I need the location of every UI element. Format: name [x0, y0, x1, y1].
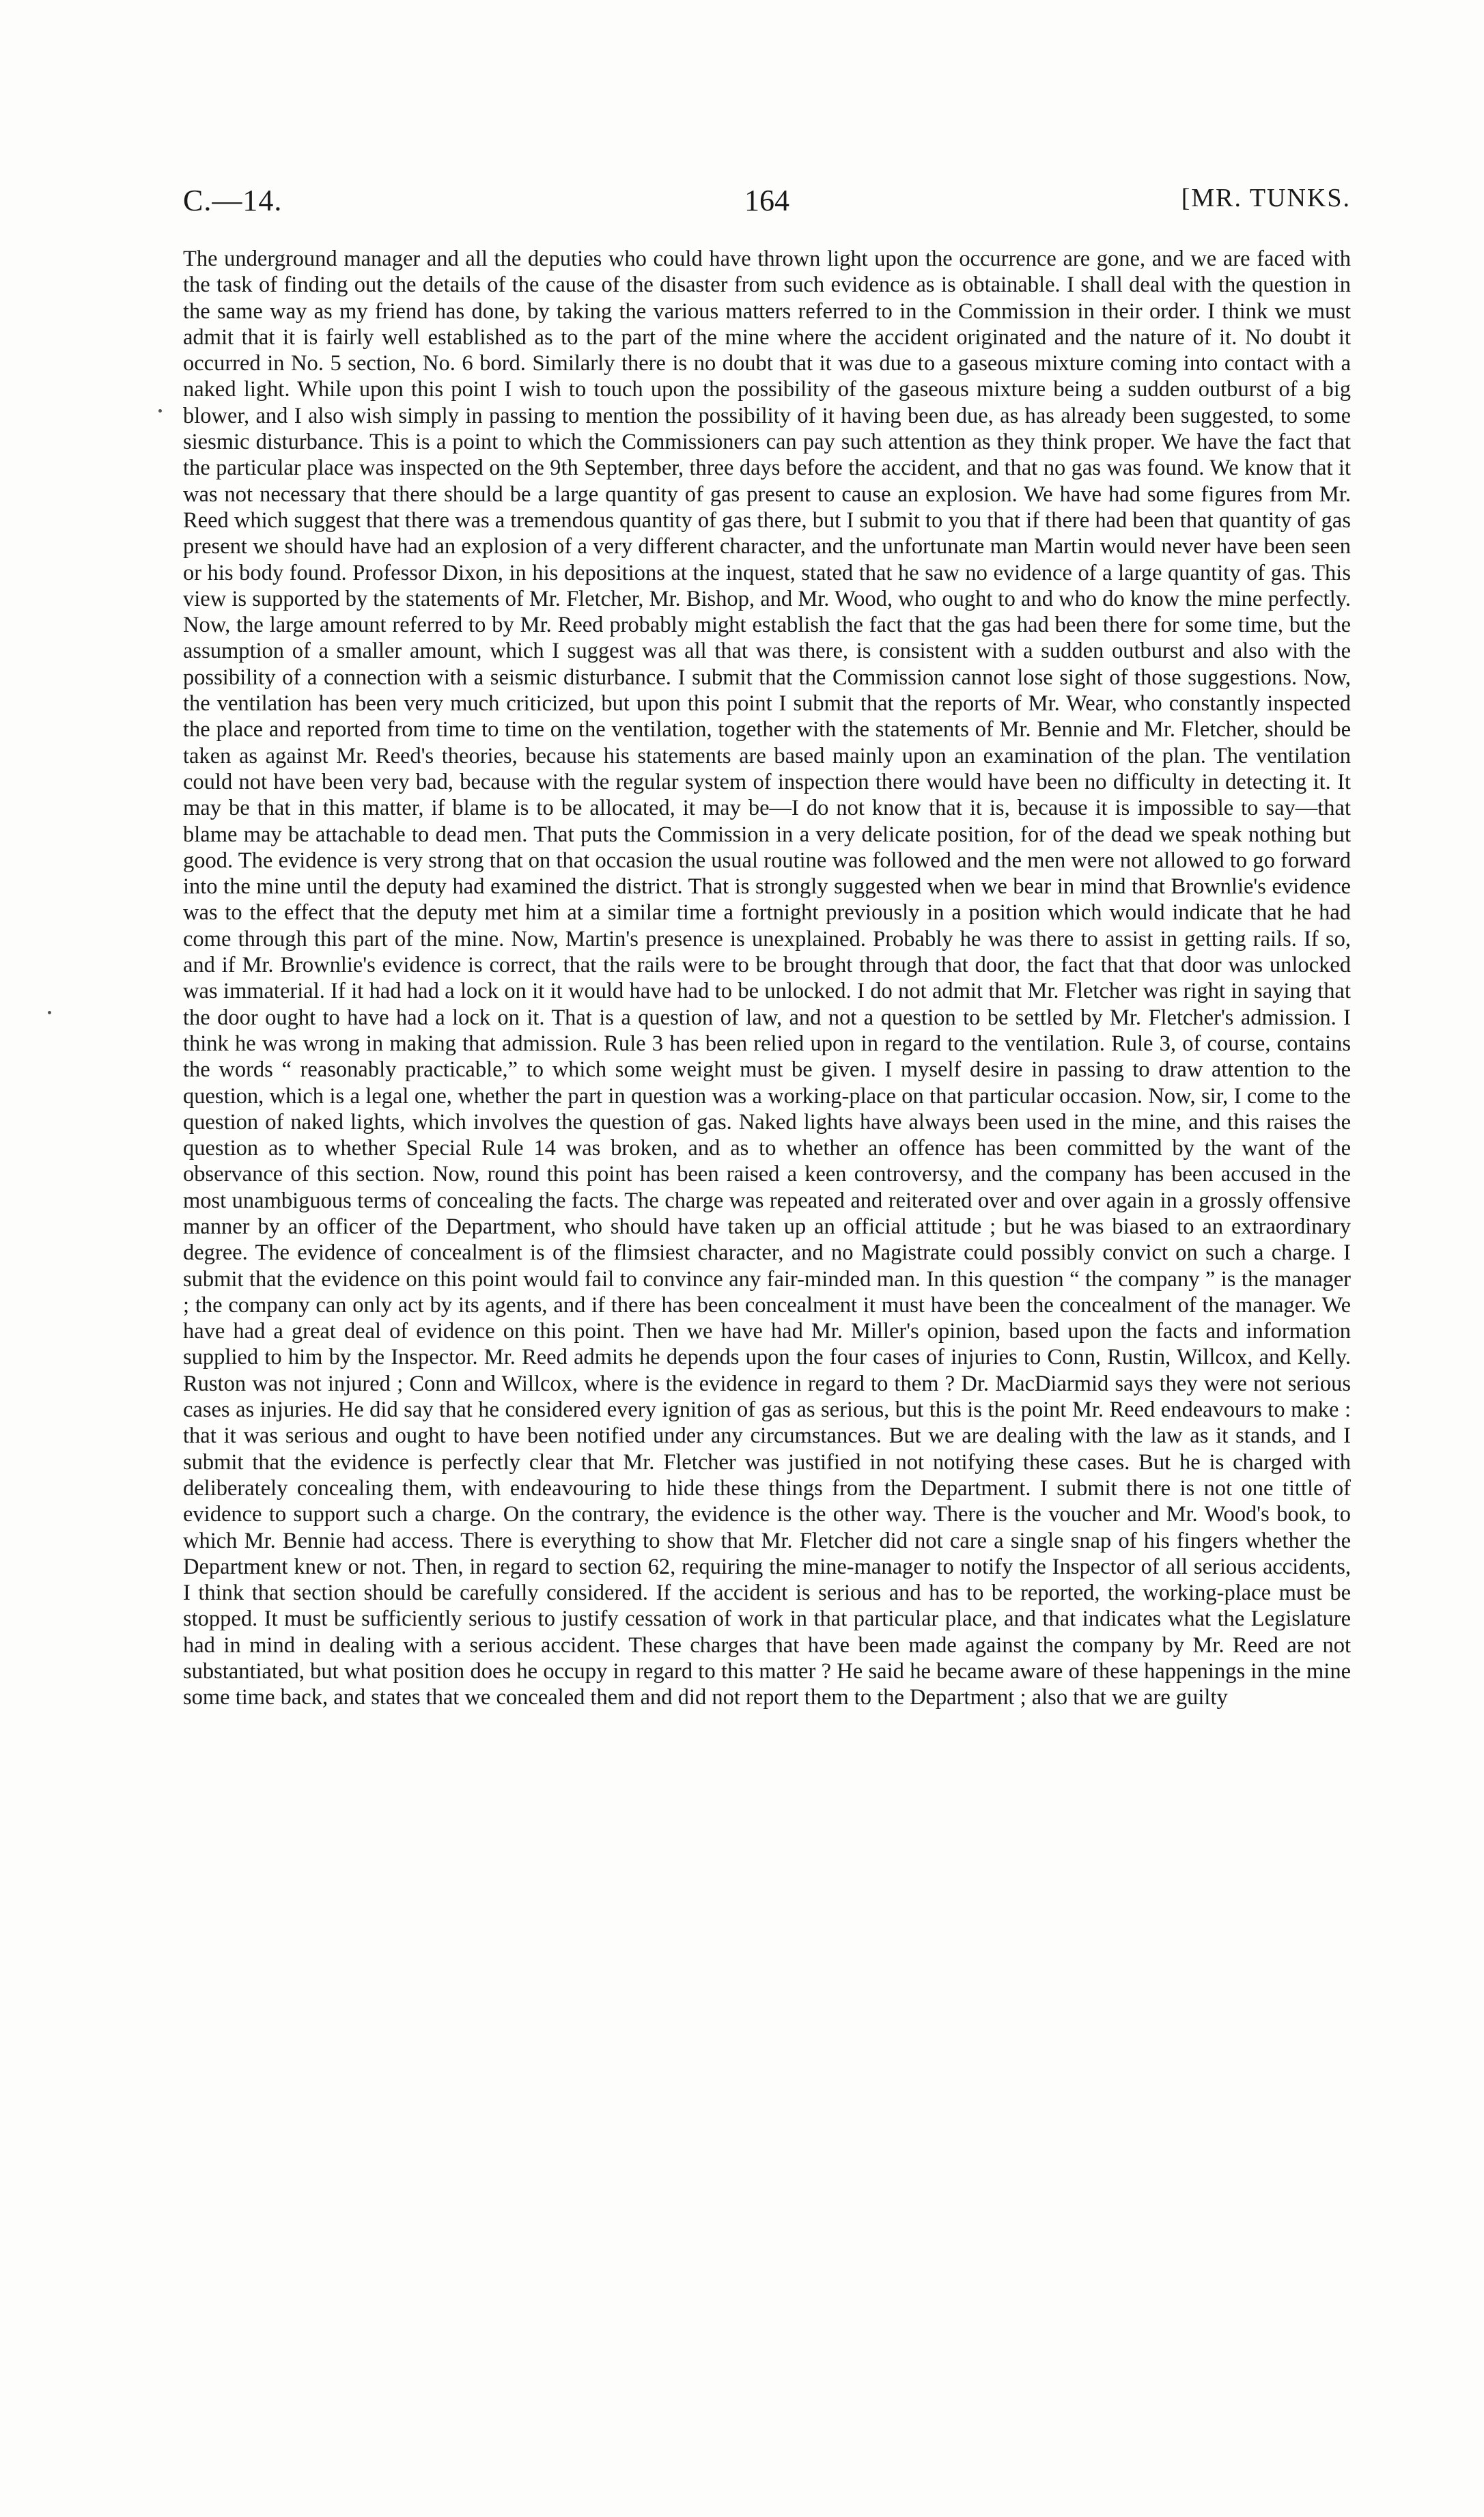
page-header: [183, 183, 1351, 224]
margin-speck: [48, 1011, 51, 1014]
margin-speck: [158, 409, 162, 413]
speaker-heading: [MR. TUNKS.: [1181, 184, 1351, 212]
body-paragraph: The underground manager and all the deputies who could have thrown light upon the occurrence are gone, and we are faced with the task of finding out the details of the cause of the disaster from such evidence as is obtainable. I shall deal with the question in the same way as my friend has done, by taking the various matters referred to in the Commission in their order. I think we must admit that it is fairly well established as to the part of the mine where the accident originated and the nature of it. No doubt it occurred in No. 5 section, No. 6 bord. Similarly there is no doubt that it was due to a gaseous mixture coming into contact with a naked light. While upon this point I wish to touch upon the possibility of the gaseous mixture being a sudden outburst of a big blower, and I also wish simply in passing to mention the possibility of it having been due, as has already been suggested, to some siesmic disturbance. This is a point to which the Commissioners can pay such attention as they think proper. We have the fact that the particular place was inspected on the 9th September, three days before the accident, and that no gas was found. We know that it was not necessary that there should be a large quantity of gas present to cause an explosion. We have had some figures from Mr. Reed which suggest that there was a tremendous quantity of gas there, but I submit to you that if there had been that quantity of gas present we should have had an explosion of a very different character, and the unfortunate man Martin would never have been seen or his body found. Professor Dixon, in his depositions at the inquest, stated that he saw no evidence of a large quantity of gas. This view is supported by the statements of Mr. Fletcher, Mr. Bishop, and Mr. Wood, who ought to and who do know the mine perfectly. Now, the large amount referred to by Mr. Reed probably might establish the fact that the gas had been there for some time, but the assumption of a smaller amount, which I suggest was all that was there, is consistent with a sudden outburst and also with the possibility of a connection with a seismic disturbance. I submit that the Commission cannot lose sight of those suggestions. Now, the ventilation has been very much criticized, but upon this point I submit that the reports of Mr. Wear, who constantly inspected the place and reported from time to time on the ventilation, together with the statements of Mr. Bennie and Mr. Fletcher, should be taken as against Mr. Reed's theories, because his statements are based mainly upon an examination of the plan. The ventilation could not have been very bad, because with the regular system of inspection there would have been no difficulty in detecting it. It may be that in this matter, if blame is to be allocated, it may be—I do not know that it is, because it is impossible to say—that blame may be attachable to dead men. That puts the Commission in a very delicate position, for of the dead we speak nothing but good. The evidence is very strong that on that occasion the usual routine was followed and the men were not allowed to go forward into the mine until the deputy had examined the district. That is strongly suggested when we bear in mind that Brownlie's evidence was to the effect that the deputy met him at a similar time a fortnight previously in a position which would indicate that he had come through this part of the mine. Now, Martin's presence is unexplained. Probably he was there to assist in getting rails. If so, and if Mr. Brownlie's evidence is correct, that the rails were to be brought through that door, the fact that that door was unlocked was immaterial. If it had had a lock on it it would have had to be unlocked. I do not admit that Mr. Fletcher was right in saying that the door ought to have had a lock on it. That is a question of law, and not a question to be settled by Mr. Fletcher's admission. I think he was wrong in making that admission. Rule 3 has been relied upon in regard to the ventilation. Rule 3, of course, contains the words “ reasonably practicable,” to which some weight must be given. I myself desire in passing to draw attention to the question, which is a legal one, whether the part in question was a working-place on that particular occasion. Now, sir, I come to the question of naked lights, which involves the question of gas. Naked lights have always been used in the mine, and this raises the question as to whether Special Rule 14 was broken, and as to whether an offence has been committed by the want of the observance of this section. Now, round this point has been raised a keen controversy, and the company has been accused in the most unambiguous terms of concealing the facts. The charge was repeated and reiterated over and over again in a grossly offensive manner by an officer of the Department, who should have taken up an official attitude ; but he was biased to an extraordinary degree. The evidence of concealment is of the flimsiest character, and no Magistrate could possibly convict on such a charge. I submit that the evidence on this point would fail to convince any fair-minded man. In this question “ the company ” is the manager ; the company can only act by its agents, and if there has been concealment it must have been the concealment of the manager. We have had a great deal of evidence on this point. Then we have had Mr. Miller's opinion, based upon the facts and information supplied to him by the Inspector. Mr. Reed admits he depends upon the four cases of injuries to Conn, Rustin, Willcox, and Kelly. Ruston was not injured ; Conn and Willcox, where is the evidence in regard to them ? Dr. MacDiarmid says they were not serious cases as injuries. He did say that he considered every ignition of gas as serious, but this is the point Mr. Reed endeavours to make : that it was serious and ought to have been notified under any circumstances. But we are dealing with the law as it stands, and I submit that the evidence is perfectly clear that Mr. Fletcher was justified in not notifying these cases. But he is charged with deliberately concealing them, with endeavouring to hide these things from the Department. I submit there is not one tittle of evidence to support such a charge. On the contrary, the evidence is the other way. There is the voucher and Mr. Wood's book, to which Mr. Bennie had access. There is everything to show that Mr. Fletcher did not care a single snap of his fingers whether the Department knew or not. Then, in regard to section 62, requiring the mine-manager to notify the Inspector of all serious accidents, I think that section should be carefully considered. If the accident is serious and has to be reported, the working-place must be stopped. It must be sufficiently serious to justify cessation of work in that particular place, and that indicates what the Legislature had in mind in dealing with a serious accident. These charges that have been made against the company by Mr. Reed are not substantiated, but what position does he occupy in regard to this matter ? He said he became aware of these happenings in the mine some time back, and states that we concealed them and did not report them to the Department ; also that we are guilty: [183, 247, 1351, 1710]
page-number: 164: [744, 184, 789, 217]
document-code: C.—14.: [183, 184, 283, 217]
